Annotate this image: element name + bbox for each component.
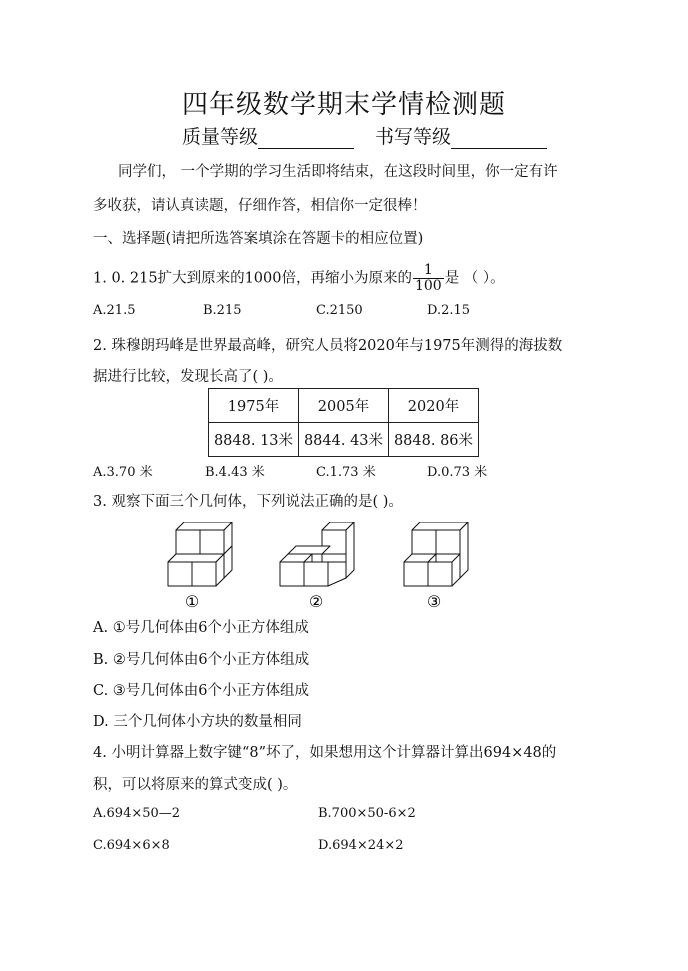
cube-figure-1 xyxy=(168,522,232,586)
q1-option-c: C.2150 xyxy=(316,303,363,318)
cube-figures xyxy=(150,522,480,617)
question-1-tail: 是 （ ）。 xyxy=(444,270,505,287)
table-cell: 8848. 13米 xyxy=(209,423,299,457)
cube-figure-2 xyxy=(280,522,354,586)
question-2-line-1: 2. 珠穆朗玛峰是世界最高峰，研究人员将2020年与1975年测得的海拔数 xyxy=(93,338,563,354)
section-heading: 一、选择题(请把所选答案填涂在答题卡的相应位置) xyxy=(93,231,424,247)
intro-line-1: 同学们， 一个学期的学习生活即将结束，在这段时间里，你一定有许 xyxy=(118,164,558,180)
figure-label-2: ② xyxy=(308,592,324,611)
figure-label-1: ① xyxy=(184,592,200,611)
q4-option-b: B.700×50-6×2 xyxy=(318,806,416,821)
q2-option-a: A.3.70 米 xyxy=(93,465,153,480)
q1-option-d: D.2.15 xyxy=(427,303,471,318)
q3-option-b: B. ②号几何体由6个小正方体组成 xyxy=(93,652,310,668)
quality-grade-label: 质量等级 xyxy=(182,126,259,148)
table-cell: 8844. 43米 xyxy=(299,423,389,457)
writing-grade-field xyxy=(375,122,547,149)
cube-figure-3 xyxy=(404,522,468,586)
figure-label-3: ③ xyxy=(426,592,442,611)
fraction-numerator: 1 xyxy=(413,263,444,279)
q4-option-a: A.694×50—2 xyxy=(93,806,181,821)
q3-option-c: C. ③号几何体由6个小正方体组成 xyxy=(93,683,310,699)
fraction-denominator: 100 xyxy=(414,278,442,294)
intro-line-2: 多收获，请认真读题，仔细作答，相信你一定很棒！ xyxy=(93,198,427,214)
quality-grade-blank xyxy=(258,130,354,149)
question-1 xyxy=(93,263,505,294)
question-3: 3. 观察下面三个几何体，下列说法正确的是( )。 xyxy=(93,494,403,510)
q3-option-d: D. 三个几何体小方块的数量相同 xyxy=(93,714,302,730)
question-4-line-1: 4. 小明计算器上数字键“8”坏了，如果想用这个计算器计算出694×48的 xyxy=(93,745,557,761)
table-row xyxy=(209,423,479,457)
page-title: 四年级数学期末学情检测题 xyxy=(181,90,506,120)
q2-option-c: C.1.73 米 xyxy=(316,465,376,480)
q4-option-c: C.694×6×8 xyxy=(93,838,170,853)
q2-option-b: B.4.43 米 xyxy=(205,465,265,480)
q1-option-b: B.215 xyxy=(203,303,242,318)
q4-option-d: D.694×24×2 xyxy=(318,838,404,853)
table-header-cell: 2020年 xyxy=(389,389,479,423)
q1-option-a: A.21.5 xyxy=(93,303,136,318)
question-4-line-2: 积，可以将原来的算式变成( )。 xyxy=(93,777,298,793)
table-header-cell: 1975年 xyxy=(209,389,299,423)
fraction xyxy=(413,263,444,294)
quality-grade-field xyxy=(182,122,354,149)
writing-grade-blank xyxy=(451,130,547,149)
table-header-cell: 2005年 xyxy=(299,389,389,423)
table-row xyxy=(209,389,479,423)
writing-grade-label: 书写等级 xyxy=(375,126,452,148)
table-cell: 8848. 86米 xyxy=(389,423,479,457)
question-1-text: 1. 0. 215扩大到原来的1000倍，再缩小为原来的 xyxy=(93,270,412,287)
altitude-table xyxy=(208,388,479,457)
question-2-line-2: 据进行比较，发现长高了( )。 xyxy=(93,369,283,385)
q3-option-a: A. ①号几何体由6个小正方体组成 xyxy=(93,620,309,636)
q2-option-d: D.0.73 米 xyxy=(427,465,488,480)
